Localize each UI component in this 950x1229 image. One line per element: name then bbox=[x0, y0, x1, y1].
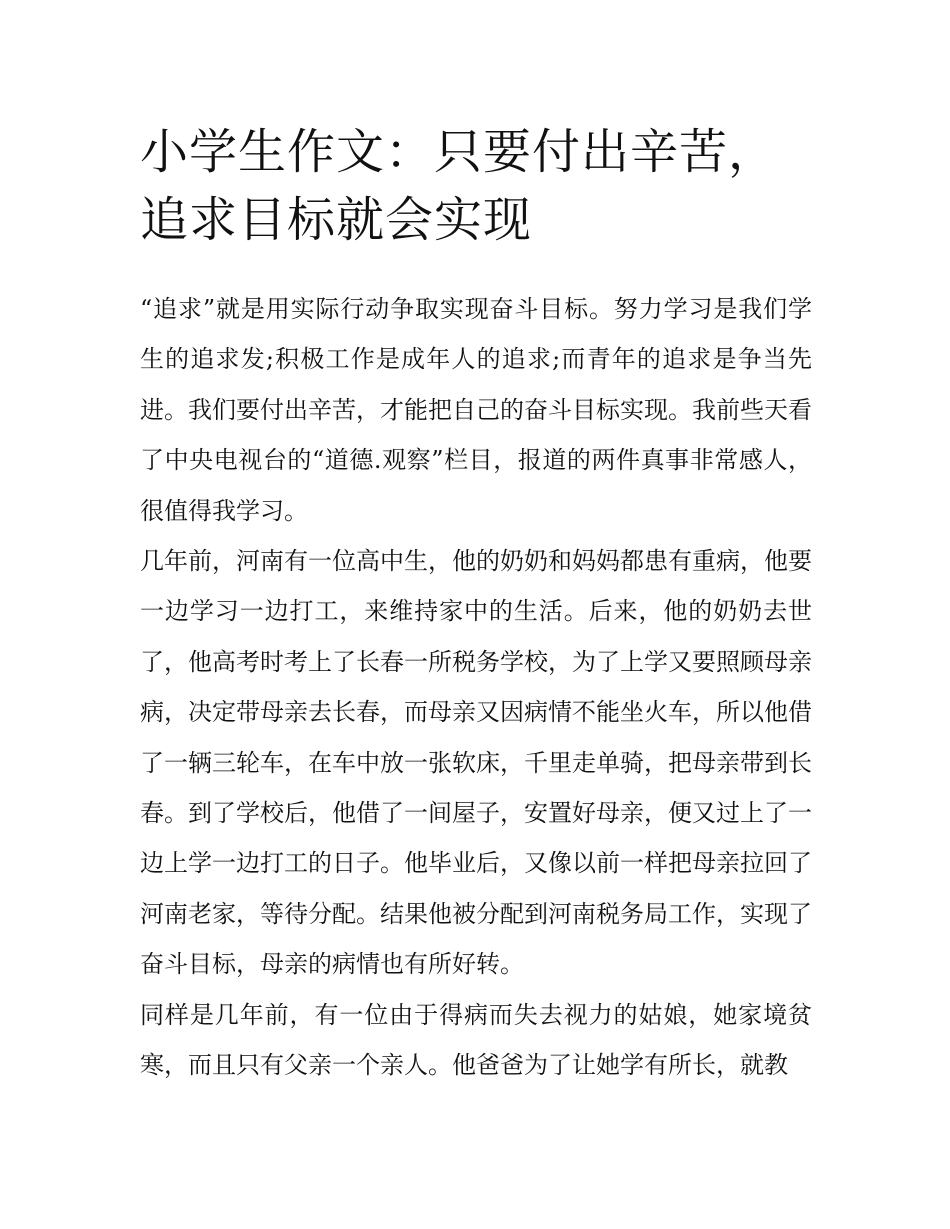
paragraph-1: “追求”就是用实际行动争取实现奋斗目标。努力学习是我们学生的追求发;积极工作是成年人的追求;而青年的追求是争当先进。我们要付出辛苦，才能把自己的奋斗目标实现。我前些天看了中央电视台的“道德.观察”栏目，报道的两件真事非常感人，很值得我学习。 bbox=[140, 295, 812, 525]
document-title: 小学生作文：只要付出辛苦，追求目标就会实现 bbox=[140, 124, 778, 248]
document-content bbox=[140, 118, 812, 1091]
paragraph-2: 几年前，河南有一位高中生，他的奶奶和妈妈都患有重病，他要一边学习一边打工，来维持家中的生活。后来，他的奶奶去世了，他高考时考上了长春一所税务学校，为了上学又要照顾母亲病，决定带母亲去长春，而母亲又因病情不能坐火车，所以他借了一辆三轮车，在车中放一张软床，千里走单骑，把母亲带到长春。到了学校后，他借了一间屋子，安置好母亲，便又过上了一边上学一边打工的日子。他毕业后，又像以前一样把母亲拉回了河南老家，等待分配。结果他被分配到河南税务局工作，实现了奋斗目标，母亲的病情也有所好转。 bbox=[140, 547, 812, 979]
paragraph-3: 同样是几年前，有一位由于得病而失去视力的姑娘，她家境贫寒，而且只有父亲一个亲人。他爸爸为了让她学有所长，就教 bbox=[140, 1000, 812, 1080]
document-body bbox=[140, 284, 812, 1091]
